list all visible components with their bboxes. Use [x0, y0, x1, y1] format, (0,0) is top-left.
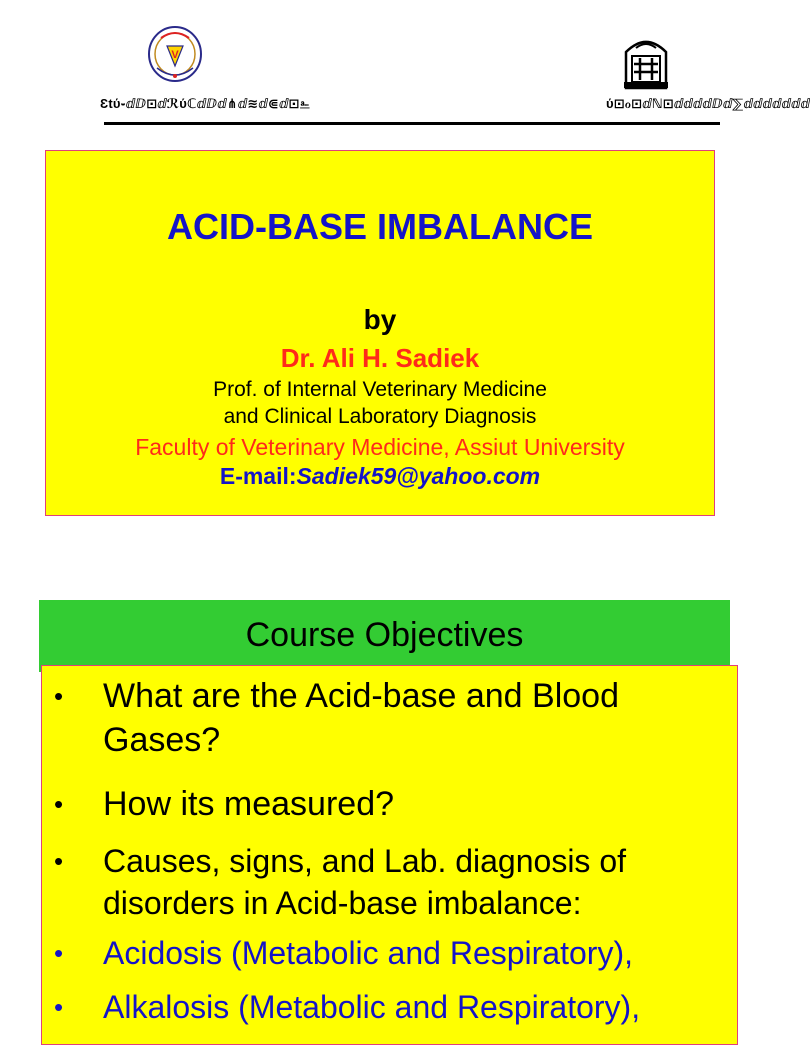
bullet-icon: •: [54, 789, 64, 819]
header-divider: [104, 122, 720, 125]
author-position-line2: and Clinical Laboratory Diagnosis: [223, 405, 537, 428]
by-label: by: [363, 304, 397, 335]
bullet-icon: •: [54, 938, 64, 968]
author-position-line1: Prof. of Internal Veterinary Medicine: [213, 378, 547, 401]
presentation-title: ACID-BASE IMBALANCE: [167, 206, 593, 247]
author-faculty: Faculty of Veterinary Medicine, Assiut University: [135, 434, 625, 460]
author-email: [46, 463, 714, 490]
list-item-text: Causes, signs, and Lab. diagnosis of disorders in Acid-base imbalance:: [103, 843, 626, 921]
email-address: Sadiek59@yahoo.com: [296, 463, 541, 489]
email-label: E-mail:: [219, 463, 297, 489]
author-name: Dr. Ali H. Sadiek: [280, 343, 480, 373]
objectives-header: [39, 600, 730, 672]
list-item-text: Acidosis (Metabolic and Respiratory),: [103, 935, 633, 971]
faculty-seal-icon: [147, 24, 203, 90]
svg-text:V: V: [171, 49, 179, 61]
list-item-text: How its measured?: [103, 785, 395, 823]
bullet-icon: •: [54, 681, 64, 711]
university-logo-block: [606, 34, 810, 112]
bullet-icon: •: [54, 846, 64, 876]
objectives-list: [41, 665, 738, 1045]
list-item-text: Alkalosis (Metabolic and Respiratory),: [103, 989, 641, 1025]
objectives-heading: Course Objectives: [245, 616, 524, 654]
university-emblem-icon: [620, 34, 672, 90]
faculty-logo-caption: Ɛtύ֊ⅆⅅ⊡ⅆℛύℂⅆⅅⅆ⋔ⅆ≋ⅆ⋐ⅆ⊡⎁: [100, 96, 311, 111]
list-item-text: What are the Acid-base and Blood Gases?: [103, 677, 619, 759]
faculty-logo-block: [100, 24, 311, 112]
bullet-icon: •: [54, 992, 64, 1022]
title-slide: [45, 150, 715, 516]
university-logo-caption: ύ⊡ℴ⊡ⅆℕ⊡ⅆⅆⅆⅆⅅⅆ⅀ⅆⅆⅆⅆⅆⅆⅆ: [606, 96, 810, 111]
